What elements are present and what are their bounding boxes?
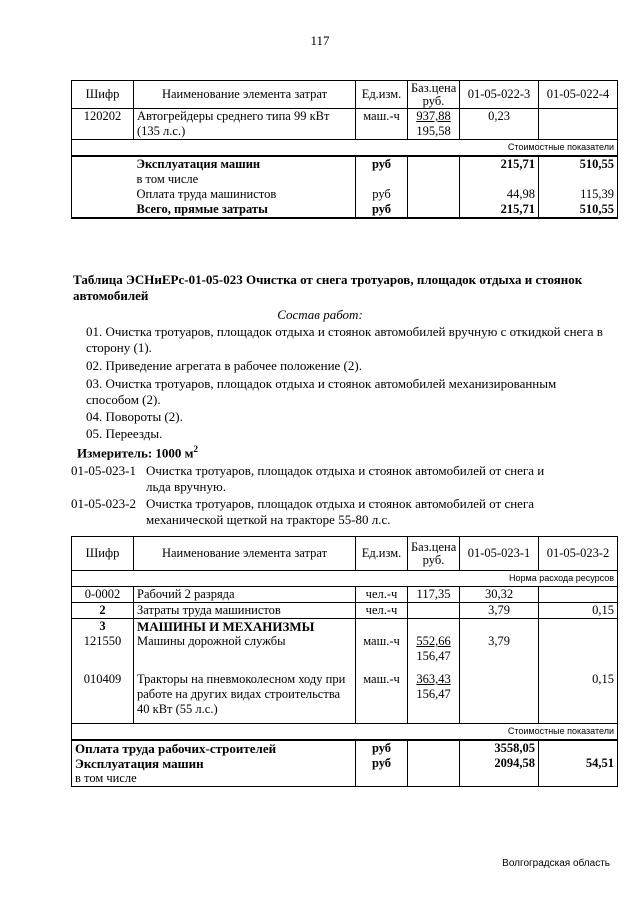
meter-sup: 2 [193, 444, 199, 454]
machine2-value-2: 0,15 [539, 672, 618, 724]
meter-unit [77, 444, 198, 461]
header-code: Шифр [72, 537, 134, 571]
price-value: 363,43 [416, 672, 451, 686]
resource-value-1: 0,23 [460, 109, 539, 140]
worker-value-1: 30,32 [460, 587, 539, 603]
worker-name: Рабочий 2 разряда [134, 587, 356, 603]
machines-code: 3 [72, 619, 134, 635]
machine2-code: 010409 [72, 672, 134, 724]
price-value: 156,47 [416, 649, 451, 663]
header-code: Шифр [72, 81, 134, 109]
table-row [72, 672, 618, 724]
header-col1: 01-05-023-1 [460, 537, 539, 571]
item-code: 01-05-023-2 [71, 496, 136, 511]
table-2-title: Таблица ЭСНиЕРс-01-05-023 Очистка от снега тротуаров, площадок отдыха и стоянок автомобилей [73, 272, 583, 303]
machine1-name: Машины дорожной службы [134, 634, 356, 672]
table-row [72, 771, 618, 787]
cost-label: Стоимостные показатели [72, 724, 618, 741]
resource-name-line: Автогрейдеры среднего типа 99 кВт [137, 109, 330, 123]
row-unit: руб [356, 202, 408, 218]
item-code: 01-05-023-1 [71, 463, 136, 478]
worker-price: 117,35 [408, 587, 460, 603]
header-name: Наименование элемента затрат [134, 537, 356, 571]
item-description: Очистка тротуаров, площадок отдыха и стоянок автомобилей от снега механической щеткой на тракторе 55-80 л.с. [146, 496, 535, 527]
cost-row-unit: руб [356, 756, 408, 771]
driver-value-2: 0,15 [539, 603, 618, 619]
table-row [72, 619, 618, 635]
work-step: 01. Очистка тротуаров, площадок отдыха и стоянок автомобилей вручную с откидкой снега в сторону (1). [86, 324, 603, 355]
cost-row-name: Оплата труда рабочих-строителей [72, 740, 356, 756]
machine1-price [408, 634, 460, 672]
machine1-value-2 [539, 634, 618, 672]
cost-row-value-1: 3558,05 [460, 740, 539, 756]
price-value: 195,58 [416, 124, 451, 138]
cost-row-name: Эксплуатация машин [72, 756, 356, 771]
table-row [72, 603, 618, 619]
resource-unit: маш.-ч [356, 109, 408, 140]
worker-unit: чел.-ч [356, 587, 408, 603]
worker-code: 0-0002 [72, 587, 134, 603]
table-row [72, 740, 618, 756]
table-1 [71, 80, 618, 219]
cost-row-value-1: 2094,58 [460, 756, 539, 771]
header-col1: 01-05-022-3 [460, 81, 539, 109]
machine2-name-line: 40 кВт (55 л.с.) [137, 702, 218, 716]
header-col2: 01-05-022-4 [539, 81, 618, 109]
row-unit: руб [356, 156, 408, 172]
work-step: 04. Повороты (2). [86, 409, 183, 424]
row-name: в том числе [136, 172, 199, 186]
header-unit: Ед.изм. [356, 537, 408, 571]
table-row [72, 156, 618, 172]
cost-row-value-2 [539, 740, 618, 756]
price-value: 156,47 [416, 687, 451, 701]
resource-value-2 [539, 109, 618, 140]
section-label-row [72, 140, 618, 157]
section-label: Стоимостные показатели [72, 140, 618, 157]
header-col2: 01-05-023-2 [539, 537, 618, 571]
table-row [72, 187, 618, 202]
machine2-name-line: работе на других видах строительства [137, 687, 341, 701]
table-2-header [72, 537, 618, 571]
work-step: 03. Очистка тротуаров, площадок отдыха и стоянок автомобилей механизированным способом (2). [86, 376, 557, 407]
header-base-price: Баз.цена руб. [408, 537, 460, 571]
cost-row-value-2: 54,51 [539, 756, 618, 771]
machine2-name-line: Тракторы на пневмоколесном ходу при [137, 672, 346, 686]
price-value: 937,88 [416, 109, 451, 123]
row-value-1: 215,71 [460, 202, 539, 218]
machine1-code: 121550 [72, 634, 134, 672]
machine2-value-1 [460, 672, 539, 724]
header-name: Наименование элемента затрат [134, 81, 356, 109]
driver-value-1: 3,79 [460, 603, 539, 619]
table-row [72, 109, 618, 140]
driver-code: 2 [72, 603, 134, 619]
work-composition-title: Состав работ: [277, 307, 363, 322]
cost-label-row [72, 724, 618, 741]
row-name: Всего, прямые затраты [134, 202, 356, 218]
work-step: 05. Переезды. [86, 426, 163, 441]
cost-row-unit: руб [356, 740, 408, 756]
norm-label-row [72, 571, 618, 587]
worker-value-2 [539, 587, 618, 603]
resource-name-line: (135 л.с.) [137, 124, 186, 138]
table-row [72, 587, 618, 603]
driver-unit: чел.-ч [356, 603, 408, 619]
norm-label: Норма расхода ресурсов [72, 571, 618, 587]
row-name: Оплата труда машинистов [136, 187, 277, 201]
region-footer: Волгоградская область [502, 858, 610, 869]
table-row [72, 634, 618, 672]
row-value-1: 44,98 [460, 187, 539, 202]
row-value-2: 510,55 [539, 202, 618, 218]
header-unit: Ед.изм. [356, 81, 408, 109]
table-row [72, 172, 618, 187]
machine1-unit: маш.-ч [356, 634, 408, 672]
table-1-header [72, 81, 618, 109]
item-description: Очистка тротуаров, площадок отдыха и стоянок автомобилей от снега и льда вручную. [146, 463, 545, 494]
page-number: 117 [310, 33, 330, 48]
resource-price [408, 109, 460, 140]
header-base-price: Баз.цена руб. [408, 81, 460, 109]
machine2-price [408, 672, 460, 724]
row-name: Эксплуатация машин [134, 156, 356, 172]
table-2 [71, 536, 618, 787]
price-value: 552,66 [416, 634, 451, 648]
resource-code: 120202 [72, 109, 134, 140]
row-value-2: 115,39 [539, 187, 618, 202]
table-row [72, 202, 618, 218]
driver-name: Затраты труда машинистов [134, 603, 356, 619]
cost-row-name: в том числе [72, 771, 356, 787]
resource-name [134, 109, 356, 140]
work-step: 02. Приведение агрегата в рабочее положение (2). [86, 358, 362, 373]
row-value-2: 510,55 [539, 156, 618, 172]
table-row [72, 756, 618, 771]
machines-heading: МАШИНЫ И МЕХАНИЗМЫ [134, 619, 356, 635]
meter-text: Измеритель: 1000 м [77, 445, 194, 461]
machine2-unit: маш.-ч [356, 672, 408, 724]
machine2-name [134, 672, 356, 724]
row-unit: руб [356, 187, 408, 202]
machine1-value-1: 3,79 [460, 634, 539, 672]
row-value-1: 215,71 [460, 156, 539, 172]
